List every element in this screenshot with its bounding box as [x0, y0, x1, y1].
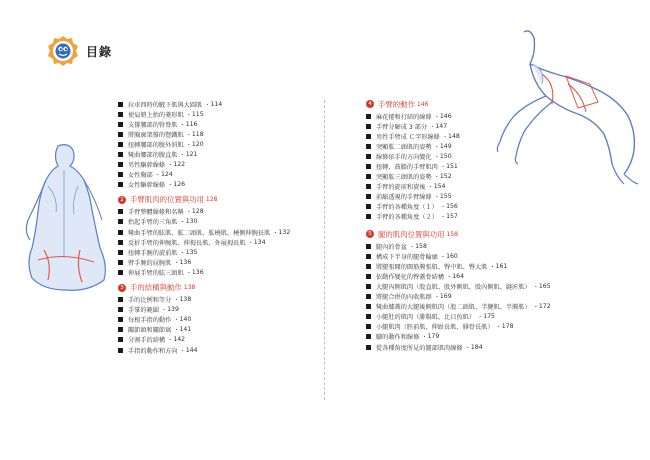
bullet-square-icon: [118, 250, 123, 255]
toc-separator: ・: [477, 314, 484, 322]
toc-entry-title: 抬起手臂的三角肌: [128, 219, 178, 227]
toc-entry[interactable]: [366, 322, 551, 332]
bullet-square-icon: [366, 204, 371, 209]
bullet-square-icon: [118, 317, 123, 322]
bullet-square-icon: [118, 132, 123, 137]
toc-right-column: [366, 98, 551, 352]
toc-entry-title: 每根手指的動作: [128, 317, 172, 325]
toc-page-number: 120: [191, 140, 204, 148]
toc-separator: ・: [185, 269, 192, 277]
bullet-square-icon: [118, 209, 123, 214]
toc-separator: ・: [433, 294, 440, 302]
toc-entry[interactable]: [366, 151, 551, 161]
toc-entry-title: 伸展手臂的肱三頭肌: [128, 269, 184, 277]
bullet-square-icon: [366, 274, 371, 279]
bullet-square-icon: [366, 264, 371, 269]
toc-entry[interactable]: [366, 121, 551, 131]
toc-entry-title: 大腿內側肌肉（股直肌、股外側肌、股內側肌、縫匠肌）: [376, 283, 531, 291]
bullet-square-icon: [366, 114, 371, 119]
toc-entry[interactable]: [366, 212, 551, 222]
toc-page-number: 128: [191, 208, 204, 216]
toc-separator: ・: [439, 164, 447, 172]
logo-icon: [46, 34, 80, 68]
toc-entry[interactable]: [118, 170, 290, 180]
toc-entry-title: 扭轉腰部的腹外斜肌: [128, 141, 184, 149]
toc-entry-title: 前縮透視的手臂線條: [376, 194, 432, 202]
toc-separator: ・: [185, 209, 192, 217]
toc-page-number: 121: [185, 151, 198, 159]
toc-separator: ・: [185, 131, 192, 139]
toc-page-number: 165: [538, 282, 551, 290]
toc-entry[interactable]: [366, 202, 551, 212]
toc-entry[interactable]: [118, 247, 290, 257]
toc-entry[interactable]: [118, 267, 290, 277]
toc-page-number: 161: [495, 262, 508, 270]
toc-separator: ・: [185, 111, 192, 119]
toc-separator: ・: [489, 263, 496, 271]
toc-entry-title: 手臂的各種角度（２）: [376, 214, 438, 222]
section-2-heading[interactable]: [118, 194, 290, 206]
toc-page-number: 172: [538, 303, 551, 311]
toc-entry-title: 突顯肱三頭肌的姿勢: [376, 174, 432, 182]
section-title: 手臂肌肉的位置與功用: [130, 195, 204, 205]
toc-entry-title: 使肩膀上抬的菱形肌: [128, 111, 184, 119]
toc-separator: ・: [433, 113, 440, 121]
toc-separator: ・: [433, 174, 440, 182]
toc-entry-title: 臂手腕的屈腕肌: [128, 259, 172, 267]
toc-entry[interactable]: [118, 109, 290, 119]
toc-entry-title: 腳的動作和線條: [376, 334, 420, 342]
bullet-square-icon: [366, 124, 371, 129]
toc-page-number: 147: [435, 122, 448, 130]
toc-entry-title: 手臂分解成 3 部分: [376, 123, 428, 131]
toc-separator: ・: [446, 273, 453, 281]
toc-page-number: 116: [185, 120, 198, 128]
toc-separator: ・: [173, 317, 180, 325]
section-title: 手臂的動作: [378, 99, 415, 109]
toc-entry[interactable]: [118, 180, 290, 190]
bullet-square-icon: [118, 348, 123, 353]
toc-entry[interactable]: [118, 335, 290, 345]
toc-entry-title: 彎曲手臂的肱肌、肱二頭肌、肱橈肌、橈側伸腕長肌: [128, 229, 271, 237]
toc-separator: ・: [154, 172, 161, 180]
toc-entry[interactable]: [118, 305, 290, 315]
toc-page-number: 152: [439, 173, 452, 181]
toc-entry-title: 小腿肚的肌肉（腓腸肌、比目魚肌）: [376, 314, 475, 322]
toc-entry-title: 手掌的範圍: [128, 307, 159, 315]
bullet-square-icon: [366, 134, 371, 139]
toc-entry-title: 扭轉、鼓脹的手臂肌肉: [376, 164, 438, 172]
toc-page-number: 114: [210, 100, 223, 108]
toc-entry[interactable]: [118, 129, 290, 139]
toc-separator: ・: [179, 152, 186, 160]
toc-page-number: 115: [191, 110, 204, 118]
page-title: 目錄: [86, 44, 113, 59]
toc-entry[interactable]: [366, 342, 551, 352]
toc-entry[interactable]: [366, 251, 551, 261]
toc-entry-title: 女性驅幹線條: [128, 182, 166, 190]
toc-entry[interactable]: [118, 325, 290, 335]
toc-entry[interactable]: [366, 192, 551, 202]
toc-entry-title: 彎曲腰部的腹直肌: [128, 152, 178, 160]
bullet-square-icon: [118, 260, 123, 265]
header: [46, 34, 112, 68]
toc-separator: ・: [179, 121, 186, 129]
toc-entry-title: 反折手臂的伸腕肌、伸拇長肌、外展拇長肌: [128, 239, 246, 247]
toc-list: [366, 111, 551, 222]
toc-separator: ・: [173, 327, 180, 335]
toc-separator: ・: [204, 101, 211, 109]
toc-entry-title: 關節頭和關節窩: [128, 327, 172, 335]
bullet-square-icon: [366, 314, 371, 319]
toc-separator: ・: [433, 143, 440, 151]
toc-page-number: 134: [253, 238, 266, 246]
toc-entry[interactable]: [118, 345, 290, 355]
toc-separator: ・: [167, 162, 174, 170]
toc-page-number: 184: [470, 343, 483, 351]
toc-entry[interactable]: [118, 315, 290, 325]
toc-entry[interactable]: [366, 281, 551, 291]
toc-page-number: 144: [185, 346, 198, 354]
toc-entry[interactable]: [366, 302, 551, 312]
column-divider: [324, 100, 325, 400]
toc-page-number: 141: [179, 326, 192, 334]
toc-entry-title: 將腿合併的內收肌群: [376, 294, 432, 302]
toc-entry-title: 小腿肌肉（脛前肌、伸趾長肌、腓骨長肌）: [376, 324, 494, 332]
toc-page-number: 140: [179, 316, 192, 324]
toc-page-number: 136: [191, 268, 204, 276]
figure-back-view-illustration: [18, 140, 113, 304]
toc-entry-title: 手臂的旋前和旋後: [376, 184, 426, 192]
toc-page-number: 151: [446, 163, 458, 171]
toc-separator: ・: [427, 184, 434, 192]
bullet-square-icon: [118, 230, 123, 235]
toc-separator: ・: [439, 204, 447, 212]
bullet-square-icon: [118, 172, 123, 177]
bullet-square-icon: [366, 184, 371, 189]
bullet-square-icon: [366, 154, 371, 159]
toc-separator: ・: [179, 347, 186, 355]
toc-entry-title: 手臂整體線條和名稱: [128, 209, 184, 217]
toc-separator: ・: [272, 229, 279, 237]
toc-entry[interactable]: [118, 160, 290, 170]
toc-page-number: 142: [173, 336, 186, 344]
bullet-square-icon: [366, 174, 371, 179]
toc-page-number: 138: [179, 296, 192, 304]
toc-separator: ・: [173, 297, 180, 305]
toc-separator: ・: [532, 283, 539, 291]
toc-page-number: 160: [446, 252, 458, 260]
toc-page-number: 122: [173, 161, 186, 169]
bullet-square-icon: [366, 244, 371, 249]
bullet-square-icon: [118, 297, 123, 302]
toc-list: [118, 207, 290, 278]
toc-entry[interactable]: [118, 149, 290, 159]
toc-page-number: 150: [439, 152, 452, 160]
toc-entry[interactable]: [366, 111, 551, 121]
toc-page-number: 156: [446, 203, 458, 211]
toc-entry-title: 分割手的結構: [128, 337, 166, 345]
toc-page-number: 139: [167, 306, 179, 314]
toc-separator: ・: [439, 214, 447, 222]
toc-page-number: 132: [278, 228, 291, 236]
section-page-number: 146: [416, 100, 429, 108]
toc-separator: ・: [421, 334, 428, 342]
bullet-square-icon: [366, 294, 371, 299]
toc-page-number: 136: [179, 258, 192, 266]
toc-page-number: 169: [439, 293, 452, 301]
toc-entry-title: 腿內的骨盆: [376, 243, 407, 251]
toc-separator: ・: [441, 133, 449, 141]
toc-page-number: 126: [173, 181, 186, 189]
toc-entry-title: 手臂的各種角度（１）: [376, 204, 438, 212]
toc-entry[interactable]: [118, 295, 290, 305]
toc-separator: ・: [429, 123, 436, 131]
toc-page-number: 155: [439, 193, 452, 201]
section-3-heading[interactable]: [118, 282, 290, 294]
section-5-heading[interactable]: [366, 228, 551, 240]
section-number-badge: 4: [366, 100, 374, 108]
toc-entry[interactable]: [118, 139, 290, 149]
bullet-square-icon: [118, 337, 123, 342]
toc-entry[interactable]: [118, 257, 290, 267]
toc-separator: ・: [532, 304, 539, 312]
toc-separator: ・: [173, 259, 180, 267]
toc-page-number: 179: [427, 333, 440, 341]
toc-separator: ・: [179, 219, 186, 227]
toc-separator: ・: [167, 182, 174, 190]
toc-page-number: 135: [185, 248, 198, 256]
toc-page-number: 124: [160, 171, 173, 179]
section-page-number: 138: [183, 284, 196, 291]
toc-entry[interactable]: [118, 119, 290, 129]
bullet-square-icon: [366, 304, 371, 309]
toc-page-number: 146: [439, 112, 452, 120]
toc-separator: ・: [464, 344, 471, 352]
toc-list: [118, 99, 290, 190]
section-title: 手的結構與動作: [130, 283, 182, 292]
bullet-square-icon: [366, 324, 371, 329]
toc-separator: ・: [160, 307, 168, 315]
toc-separator: ・: [179, 249, 186, 257]
toc-page-number: 158: [415, 242, 427, 250]
toc-entry-title: 從各種角度所見的腿部肌肉線條: [376, 344, 463, 352]
toc-entry[interactable]: [118, 207, 290, 217]
toc-page-number: 154: [433, 183, 446, 191]
toc-entry[interactable]: [366, 131, 551, 141]
toc-entry-title: 男性手臂成 Ｃ字形線條: [376, 133, 440, 141]
toc-entry[interactable]: [366, 241, 551, 251]
toc-entry-title: 依動作變化的臀蓋骨結構: [376, 273, 445, 281]
toc-entry[interactable]: [118, 217, 290, 227]
toc-entry-title: 麻花捲和打結的線條: [376, 113, 432, 121]
section-number-badge: 5: [366, 230, 374, 238]
toc-separator: ・: [167, 337, 174, 345]
bullet-square-icon: [366, 194, 371, 199]
bullet-square-icon: [366, 345, 371, 350]
toc-separator: ・: [433, 153, 440, 161]
bullet-square-icon: [118, 219, 123, 224]
toc-entry-title: 將胸廓架撐的豎鐵肌: [128, 131, 184, 139]
toc-page-number: 130: [185, 218, 198, 226]
bullet-square-icon: [118, 182, 123, 187]
toc-entry[interactable]: [366, 161, 551, 171]
toc-entry-title: 手的比例和等分: [128, 297, 172, 305]
bullet-square-icon: [118, 270, 123, 275]
toc-separator: ・: [408, 243, 416, 251]
bullet-square-icon: [118, 142, 123, 147]
toc-left-column: [118, 99, 290, 355]
toc-entry-title: 男性驅幹線條: [128, 162, 166, 170]
toc-entry[interactable]: [366, 261, 551, 271]
toc-entry-title: 扭轉手腕的旋前肌: [128, 249, 178, 257]
toc-page-number: 118: [191, 130, 204, 138]
toc-entry[interactable]: [366, 332, 551, 342]
toc-entry-title: 突顯肱二頭肌的姿勢: [376, 143, 432, 151]
toc-separator: ・: [439, 253, 447, 261]
section-number-badge: 3: [118, 284, 126, 292]
section-4-heading[interactable]: [366, 98, 551, 110]
toc-entry-title: 構成下半身的腿骨輪廓: [376, 253, 438, 261]
toc-page-number: 175: [483, 313, 495, 321]
section-page-number: 128: [205, 196, 218, 204]
bullet-square-icon: [118, 112, 123, 117]
toc-separator: ・: [247, 239, 254, 247]
bullet-square-icon: [118, 240, 123, 245]
toc-separator: ・: [433, 194, 440, 202]
toc-entry[interactable]: [118, 99, 290, 109]
toc-entry-title: 支撐腰部的腎脊肌: [128, 121, 178, 129]
toc-entry-title: 手指的動作和方向: [128, 347, 178, 355]
toc-page-number: 148: [448, 132, 460, 140]
toc-separator: ・: [185, 141, 192, 149]
toc-entry[interactable]: [366, 182, 551, 192]
toc-entry[interactable]: [366, 172, 551, 182]
bullet-square-icon: [118, 122, 123, 127]
toc-entry[interactable]: [366, 292, 551, 302]
toc-page-number: 157: [446, 213, 458, 221]
toc-list: [366, 241, 551, 352]
section-page-number: 158: [446, 230, 458, 238]
toc-entry-title: 彎曲膝蓋的大腿後側肌肉（股二頭肌、半腱肌、半膜肌）: [376, 304, 531, 312]
bullet-square-icon: [366, 284, 371, 289]
bullet-square-icon: [366, 144, 371, 149]
section-number-badge: 2: [118, 196, 126, 204]
toc-entry[interactable]: [118, 227, 290, 237]
toc-entry[interactable]: [366, 141, 551, 151]
toc-entry[interactable]: [366, 312, 551, 322]
bullet-square-icon: [366, 164, 371, 169]
toc-page-number: 149: [439, 142, 452, 150]
bullet-square-icon: [366, 334, 371, 339]
bullet-square-icon: [118, 307, 123, 312]
toc-separator: ・: [495, 324, 502, 332]
toc-entry-title: 線條依手的方向變化: [376, 153, 432, 161]
toc-entry-title: 將腿張開的闊筋膜張肌、臀中肌、臀大肌: [376, 263, 488, 271]
toc-entry-title: 拉車西時的腋下肌與大圓肌: [128, 101, 203, 109]
toc-entry[interactable]: [366, 271, 551, 281]
bullet-square-icon: [366, 214, 371, 219]
bullet-square-icon: [118, 162, 123, 167]
toc-page-number: 164: [452, 272, 465, 280]
bullet-square-icon: [118, 152, 123, 157]
toc-entry-title: 女性胸部: [128, 172, 153, 180]
toc-entry[interactable]: [118, 237, 290, 247]
bullet-square-icon: [118, 102, 123, 107]
toc-page-number: 178: [501, 323, 514, 331]
bullet-square-icon: [118, 327, 123, 332]
toc-list: [118, 295, 290, 356]
section-title: 腿的肌肉位置與功用: [378, 229, 445, 239]
bullet-square-icon: [366, 254, 371, 259]
